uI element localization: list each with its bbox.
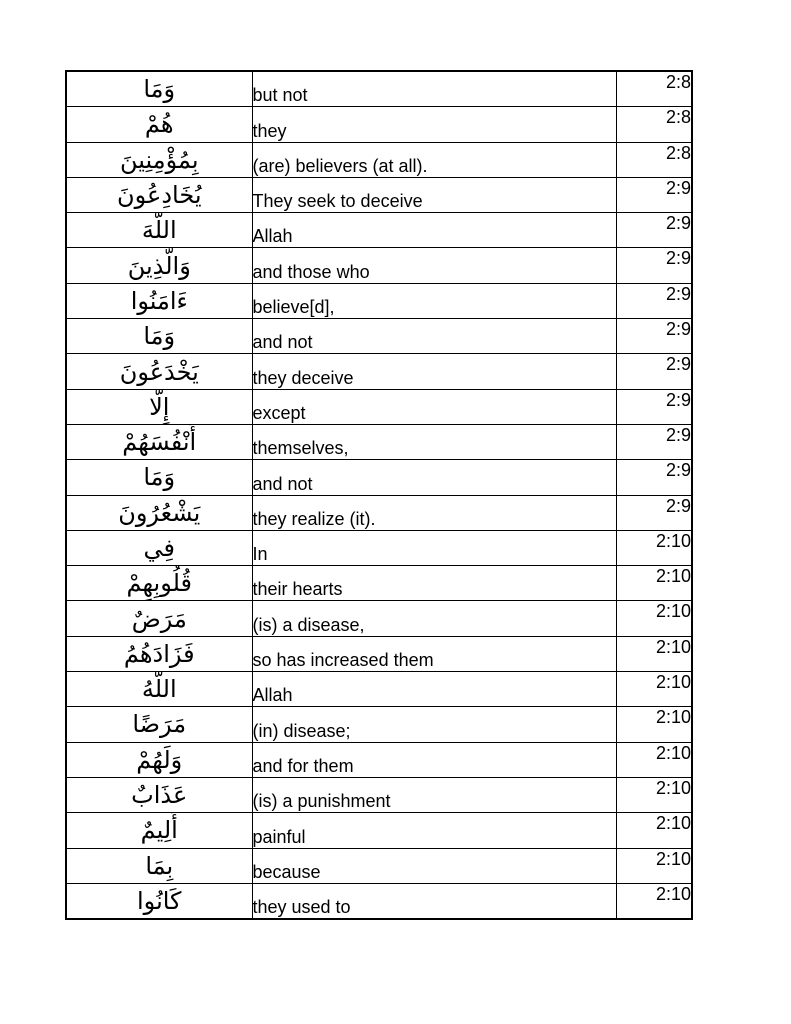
table-row: [66, 813, 692, 848]
verse-reference-cell: 2:10: [616, 848, 692, 883]
verse-reference-cell: 2:10: [616, 777, 692, 812]
verse-reference-cell: 2:9: [616, 213, 692, 248]
english-meaning-cell: but not: [252, 71, 616, 107]
word-table: [65, 70, 693, 920]
verse-reference-cell: 2:8: [616, 142, 692, 177]
arabic-word-cell: فَزَادَهُمُ: [66, 636, 252, 671]
english-meaning-cell: Allah: [252, 213, 616, 248]
arabic-word-cell: أَنْفُسَهُمْ: [66, 424, 252, 459]
english-meaning-cell: they realize (it).: [252, 495, 616, 530]
verse-reference-cell: 2:10: [616, 566, 692, 601]
arabic-word-cell: هُمْ: [66, 107, 252, 142]
table-row: [66, 848, 692, 883]
table-row: [66, 460, 692, 495]
english-meaning-cell: so has increased them: [252, 636, 616, 671]
table-row: [66, 319, 692, 354]
verse-reference-cell: 2:9: [616, 495, 692, 530]
arabic-word-cell: يَخْدَعُونَ: [66, 354, 252, 389]
table-row: [66, 601, 692, 636]
table-row: [66, 71, 692, 107]
verse-reference-cell: 2:10: [616, 636, 692, 671]
arabic-word-cell: وَلَهُمْ: [66, 742, 252, 777]
english-meaning-cell: their hearts: [252, 566, 616, 601]
arabic-word-cell: بِمَا: [66, 848, 252, 883]
word-table-body: [66, 71, 692, 919]
arabic-word-cell: اللَّهُ: [66, 672, 252, 707]
arabic-word-cell: فِي: [66, 530, 252, 565]
table-row: [66, 777, 692, 812]
verse-reference-cell: 2:9: [616, 248, 692, 283]
english-meaning-cell: and for them: [252, 742, 616, 777]
arabic-word-cell: يُخَادِعُونَ: [66, 177, 252, 212]
verse-reference-cell: 2:10: [616, 601, 692, 636]
table-row: [66, 495, 692, 530]
arabic-word-cell: عَذَابٌ: [66, 777, 252, 812]
english-meaning-cell: they deceive: [252, 354, 616, 389]
english-meaning-cell: believe[d],: [252, 283, 616, 318]
verse-reference-cell: 2:10: [616, 530, 692, 565]
arabic-word-cell: ءَامَنُوا: [66, 283, 252, 318]
arabic-word-cell: أَلِيمٌ: [66, 813, 252, 848]
table-row: [66, 530, 692, 565]
english-meaning-cell: (in) disease;: [252, 707, 616, 742]
table-row: [66, 707, 692, 742]
table-row: [66, 566, 692, 601]
arabic-word-cell: وَالَّذِينَ: [66, 248, 252, 283]
verse-reference-cell: 2:9: [616, 283, 692, 318]
verse-reference-cell: 2:10: [616, 813, 692, 848]
verse-reference-cell: 2:9: [616, 460, 692, 495]
english-meaning-cell: In: [252, 530, 616, 565]
verse-reference-cell: 2:10: [616, 742, 692, 777]
table-row: [66, 283, 692, 318]
english-meaning-cell: they used to: [252, 883, 616, 919]
table-row: [66, 672, 692, 707]
arabic-word-cell: كَانُوا: [66, 883, 252, 919]
arabic-word-cell: مَرَضٌ: [66, 601, 252, 636]
verse-reference-cell: 2:8: [616, 71, 692, 107]
verse-reference-cell: 2:10: [616, 672, 692, 707]
arabic-word-cell: قُلُوبِهِمْ: [66, 566, 252, 601]
english-meaning-cell: themselves,: [252, 424, 616, 459]
arabic-word-cell: يَشْعُرُونَ: [66, 495, 252, 530]
verse-reference-cell: 2:10: [616, 707, 692, 742]
english-meaning-cell: (is) a punishment: [252, 777, 616, 812]
table-row: [66, 424, 692, 459]
arabic-word-cell: بِمُؤْمِنِينَ: [66, 142, 252, 177]
table-row: [66, 636, 692, 671]
arabic-word-cell: وَمَا: [66, 71, 252, 107]
verse-reference-cell: 2:9: [616, 424, 692, 459]
table-row: [66, 213, 692, 248]
verse-reference-cell: 2:9: [616, 389, 692, 424]
english-meaning-cell: they: [252, 107, 616, 142]
word-by-word-sheet: [65, 70, 693, 920]
verse-reference-cell: 2:8: [616, 107, 692, 142]
verse-reference-cell: 2:9: [616, 319, 692, 354]
table-row: [66, 883, 692, 919]
arabic-word-cell: إِلَّا: [66, 389, 252, 424]
english-meaning-cell: and not: [252, 319, 616, 354]
english-meaning-cell: except: [252, 389, 616, 424]
table-row: [66, 142, 692, 177]
arabic-word-cell: وَمَا: [66, 319, 252, 354]
english-meaning-cell: because: [252, 848, 616, 883]
english-meaning-cell: and not: [252, 460, 616, 495]
english-meaning-cell: Allah: [252, 672, 616, 707]
table-row: [66, 107, 692, 142]
table-row: [66, 742, 692, 777]
verse-reference-cell: 2:9: [616, 354, 692, 389]
english-meaning-cell: (is) a disease,: [252, 601, 616, 636]
english-meaning-cell: and those who: [252, 248, 616, 283]
arabic-word-cell: اللَّهَ: [66, 213, 252, 248]
arabic-word-cell: مَرَضًا: [66, 707, 252, 742]
arabic-word-cell: وَمَا: [66, 460, 252, 495]
table-row: [66, 354, 692, 389]
english-meaning-cell: They seek to deceive: [252, 177, 616, 212]
english-meaning-cell: (are) believers (at all).: [252, 142, 616, 177]
english-meaning-cell: painful: [252, 813, 616, 848]
verse-reference-cell: 2:9: [616, 177, 692, 212]
table-row: [66, 177, 692, 212]
verse-reference-cell: 2:10: [616, 883, 692, 919]
table-row: [66, 389, 692, 424]
table-row: [66, 248, 692, 283]
